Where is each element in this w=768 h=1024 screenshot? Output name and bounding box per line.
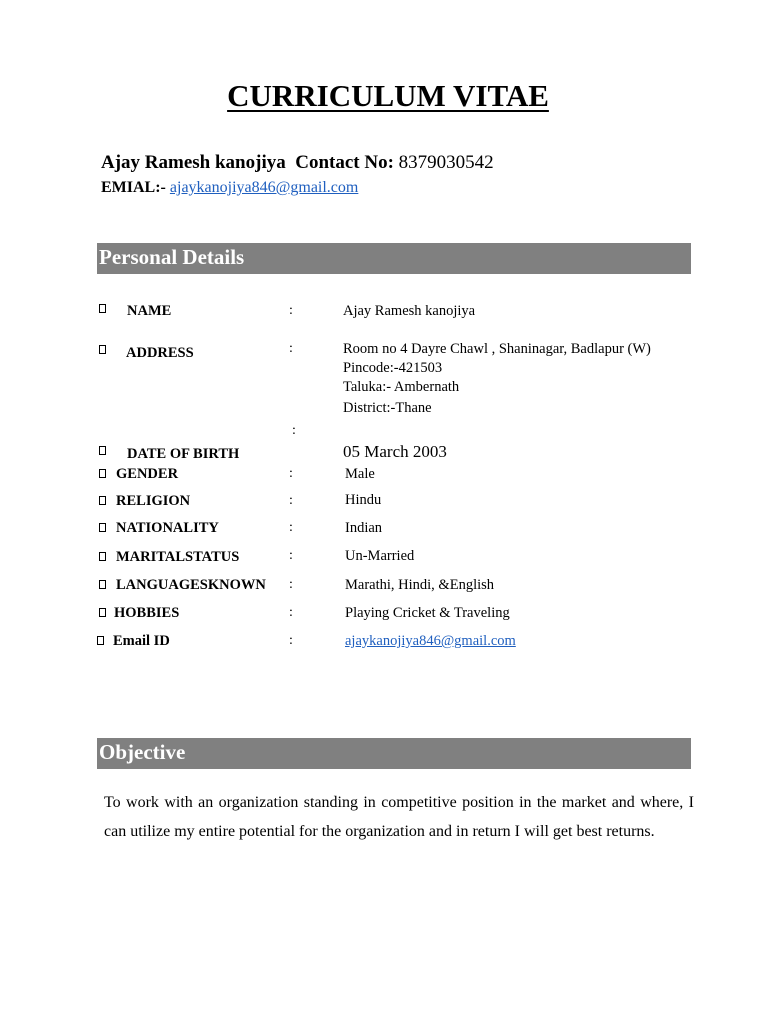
- hobbies-colon: :: [289, 605, 293, 620]
- bullet-icon: [99, 496, 106, 505]
- gender-colon: :: [289, 466, 293, 481]
- contact-label: Contact No:: [295, 152, 394, 173]
- contact-number: 8379030542: [398, 152, 494, 173]
- name-colon: :: [289, 303, 293, 318]
- marital-status-colon: :: [289, 548, 293, 563]
- nationality-value: Indian: [345, 520, 383, 536]
- header-email-line: [101, 179, 358, 197]
- religion-value: Hindu: [345, 492, 382, 508]
- bullet-icon: [99, 523, 106, 532]
- address-line-4: District:-Thane: [343, 400, 432, 416]
- bullet-icon: [99, 580, 106, 589]
- marital-status-value: Un-Married: [345, 548, 415, 564]
- objective-heading: Objective: [97, 738, 691, 769]
- email-id-link[interactable]: ajaykanojiya846@gmail.com: [345, 633, 516, 649]
- nationality-colon: :: [289, 520, 293, 535]
- name-value: Ajay Ramesh kanojiya: [343, 303, 476, 319]
- languages-colon: :: [289, 577, 293, 592]
- gender-value: Male: [345, 466, 375, 482]
- religion-label: RELIGION: [116, 493, 191, 509]
- bullet-icon: [99, 345, 106, 354]
- bullet-icon: [99, 608, 106, 617]
- name-label: NAME: [127, 303, 172, 319]
- page-title: CURRICULUM VITAE: [227, 78, 549, 113]
- nationality-label: NATIONALITY: [116, 520, 219, 536]
- religion-colon: :: [289, 493, 293, 508]
- header-email-link[interactable]: ajaykanojiya846@gmail.com: [169, 179, 359, 196]
- email-id-colon: :: [289, 633, 293, 648]
- languages-label: LANGUAGESKNOWN: [116, 577, 266, 593]
- address-line-2: Pincode:-421503: [343, 360, 443, 376]
- hobbies-label: HOBBIES: [114, 605, 180, 621]
- email-id-label: Email ID: [113, 633, 170, 649]
- bullet-icon: [99, 552, 106, 561]
- bullet-icon: [99, 446, 106, 455]
- hobbies-value: Playing Cricket & Traveling: [345, 605, 510, 621]
- marital-status-label: MARITALSTATUS: [116, 549, 240, 565]
- bullet-icon: [99, 304, 106, 313]
- email-label: EMIAL:-: [101, 179, 166, 196]
- address-line-3: Taluka:- Ambernath: [343, 379, 460, 395]
- objective-text: To work with an organization standing in competitive position in the market and where, I can utilize my entire potential for the organization and in return I will get best returns.: [104, 794, 694, 840]
- dob-colon: :: [292, 423, 296, 438]
- languages-value: Marathi, Hindi, &English: [345, 577, 495, 593]
- address-label: ADDRESS: [126, 345, 194, 361]
- address-line-1: Room no 4 Dayre Chawl , Shaninagar, Badlapur (W): [343, 341, 651, 357]
- address-colon: :: [289, 341, 293, 356]
- personal-details-heading: Personal Details: [97, 243, 691, 274]
- bullet-icon: [97, 636, 104, 645]
- dob-value: 05 March 2003: [343, 442, 447, 461]
- dob-label: DATE OF BIRTH: [127, 446, 240, 462]
- header-name-line: [101, 152, 494, 174]
- candidate-name: Ajay Ramesh kanojiya: [101, 152, 286, 173]
- bullet-icon: [99, 469, 106, 478]
- gender-label: GENDER: [116, 466, 179, 482]
